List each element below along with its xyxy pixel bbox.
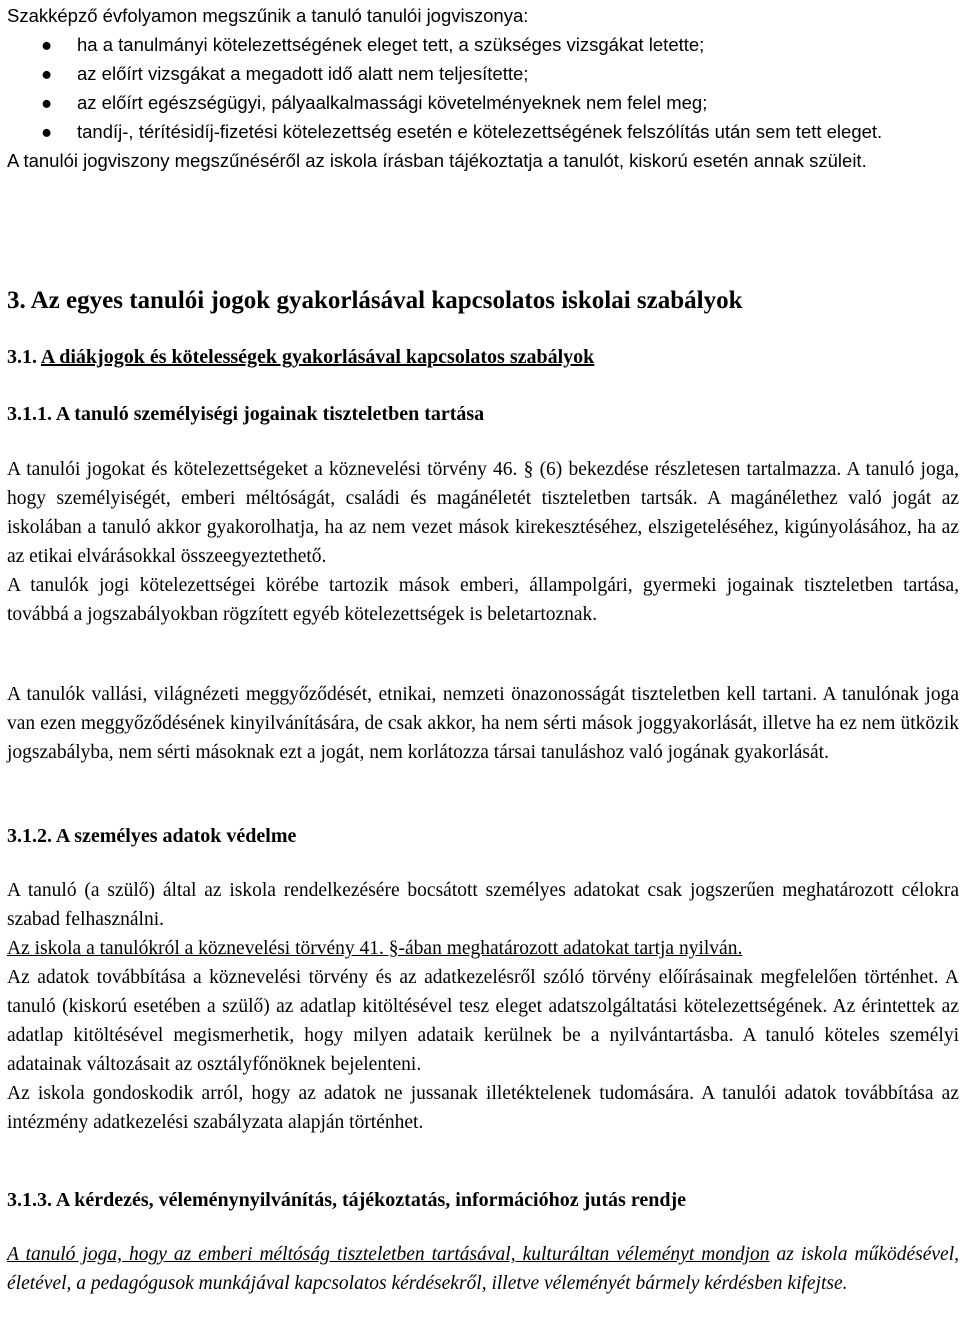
paragraph: Az iskola gondoskodik arról, hogy az adatok ne jussanak illetéktelenek tudomására. A tanulói adatok továbbítása az intézmény adatkezelési szabályzata alapján történhet. — [7, 1083, 959, 1133]
section-3-1-3-body — [7, 1240, 959, 1298]
intro-lead: Szakképző évfolyamon megszűnik a tanuló tanulói jogviszonya: — [7, 5, 529, 26]
paragraph: A tanuló (a szülő) által az iskola rendelkezésére bocsátott személyes adatokat csak jogszerűen meghatározott célokra szabad felhasználni. — [7, 880, 959, 930]
intro-block — [7, 1, 959, 175]
bullet-icon: ● — [41, 92, 53, 113]
paragraph-rest: az iskola működésével, életével, a pedagógusok munkájával kapcsolatos kérdésekről, illetve véleményét bármely kérdésben kifejtse. — [7, 1244, 959, 1294]
list-item: ● tandíj-, térítésidíj-fizetési kötelezettség esetén e kötelezettségének felszólítás után sem tett eleget. — [7, 117, 959, 146]
paragraph — [7, 1240, 959, 1298]
intro-closing: A tanulói jogviszony megszűnéséről az iskola írásban tájékoztatja a tanulót, kiskorú esetén annak szüleit. — [7, 150, 867, 171]
intro-bullet-list — [7, 30, 959, 146]
list-item: ● az előírt vizsgákat a megadott idő alatt nem teljesítette; — [7, 59, 959, 88]
paragraph-underlined: Az iskola a tanulókról a köznevelési törvény 41. §-ában meghatározott adatokat tartja nyilván. — [7, 938, 743, 959]
list-item: ● az előírt egészségügyi, pályaalkalmassági követelményeknek nem felel meg; — [7, 88, 959, 117]
section-3-1-2-heading: 3.1.2. A személyes adatok védelme — [7, 825, 297, 847]
section-3-1-2-body — [7, 876, 959, 1137]
section-3-1-title: A diákjogok és kötelességek gyakorlásával kapcsolatos szabályok — [40, 346, 595, 368]
paragraph: Az adatok továbbítása a köznevelési törvény és az adatkezelésről szóló törvény előírásainak megfelelően történhet. A tanuló (kiskorú esetében a szülő) az adatlap kitöltésével tesz eleget adatszolgáltatási kötelezettségének. Az érintettek az adatlap kitöltésével megismerhetik, hogy milyen adataik kerülnek be a nyilvántartásba. A tanuló köteles személyi adatainak változásait az osztályfőnöknek bejelenteni. — [7, 967, 959, 1075]
list-item: ● ha a tanulmányi kötelezettségének eleget tett, a szükséges vizsgákat letette; — [7, 30, 959, 59]
bullet-icon: ● — [41, 34, 53, 55]
paragraph: A tanulók vallási, világnézeti meggyőződését, etnikai, nemzeti önazonosságát tiszteletben kell tartani. A tanulónak joga van ezen meggyőződésének kinyilvánítására, de csak akkor, ha nem sérti mások joggyakorlását, illetve ha ez nem ütközik jogszabályba, nem sérti másoknak ezt a jogát, nem korlátozza társai tanuláshoz való jogának gyakorlását. — [7, 684, 959, 763]
section-3-1-1-body — [7, 455, 959, 629]
section-3-heading: 3. Az egyes tanulói jogok gyakorlásával kapcsolatos iskolai szabályok — [7, 287, 743, 314]
bullet-icon: ● — [41, 63, 53, 84]
paragraph: A tanulók jogi kötelezettségei körébe tartozik mások emberi, állampolgári, gyermeki jogainak tiszteletben tartása, továbbá a jogszabályokban rögzített egyéb kötelezettségek is beletartoznak. — [7, 575, 959, 625]
section-3-1-1-heading: 3.1.1. A tanuló személyiségi jogainak tiszteletben tartása — [7, 403, 485, 425]
section-3-1-1-body-2 — [7, 680, 959, 767]
underlined-phrase: A tanuló joga, hogy az emberi méltóság tiszteletben tartásával, kulturáltan véleményt mondjon — [7, 1244, 770, 1265]
section-3-1-3-heading: 3.1.3. A kérdezés, véleménynyilvánítás, tájékoztatás, információhoz jutás rendje — [7, 1189, 686, 1211]
section-3-1-number: 3.1. — [7, 346, 37, 368]
paragraph: A tanulói jogokat és kötelezettségeket a köznevelési törvény 46. § (6) bekezdése részletesen tartalmazza. A tanuló joga, hogy személyiségét, emberi méltóságát, családi és magánéletét tiszteletben tartsák. A magánélethez való jogát az iskolában a tanuló akkor gyakorolhatja, ha az nem vezet mások kirekesztéséhez, elszigeteléséhez, kigúnyolásához, ha az az etikai elvárásokkal összeegyeztethető. — [7, 459, 959, 567]
section-3-1-heading — [7, 343, 959, 372]
bullet-icon: ● — [41, 121, 53, 142]
